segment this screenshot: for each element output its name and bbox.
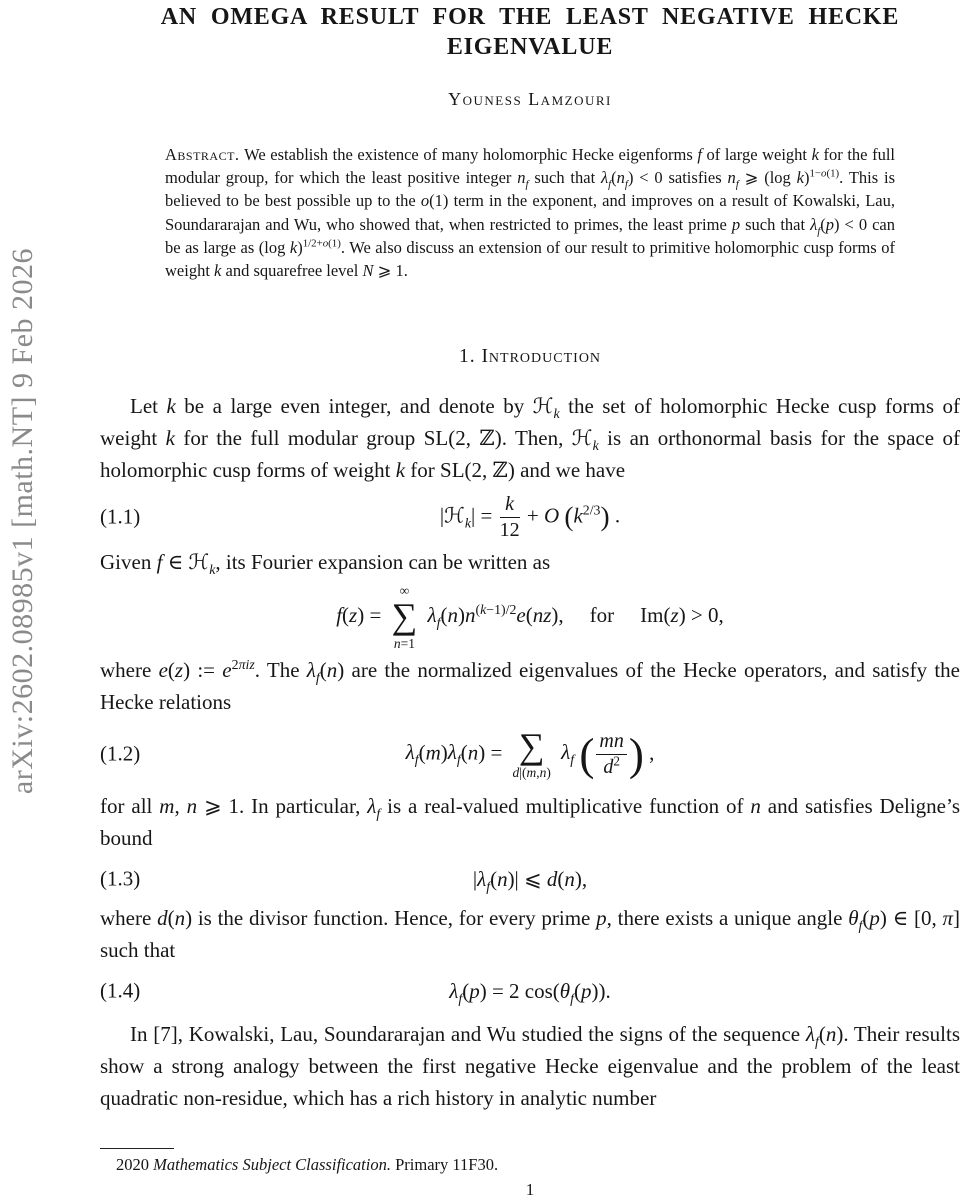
equation-1-3-tag: (1.3) <box>100 866 141 891</box>
paper-title-line2: EIGENVALUE <box>446 34 614 60</box>
footnote-msc: 2020 Mathematics Subject Classification. Primary 11F30. <box>116 1155 499 1174</box>
paragraph-given-f: Given f ∈ ℋ$_k$, its Fourier expansion can be written as <box>100 550 551 578</box>
equation-1-1-tag: (1.1) <box>100 504 141 529</box>
paragraph-for-all-mn: for all m, n ⩾ 1. In particular, $\lambda_f$ is a real-valued multiplicative function of n and satisfies Deligne’s bound <box>100 794 961 851</box>
equation-fourier-expansion <box>100 580 960 654</box>
equation-1-3 <box>100 856 960 902</box>
paragraph-kowalski: In [7], Kowalski, Lau, Soundararajan and Wu studied the signs of the sequence $\lambda_f(n)$. Their results show a strong analogy between the first negative Hecke eigenvalue and the problem of the least quadratic non-residue, which has a rich history in analytic number <box>100 1022 960 1111</box>
paragraph-where-ez: where e(z) := $e^{2\pi iz}$. The $\lambda_f(n)$ are the normalized eigenvalues of the Hecke operators, and satisfy the Hecke relations <box>100 657 960 715</box>
equation-1-4-content: $\lambda_f(p) = 2$ $\cos(\theta_f(p))$. <box>449 978 611 1006</box>
paragraph-intro: Let k be a large even integer, and denote by ℋ$_k$ the set of holomorphic Hecke cusp forms of weight k for the full modular group SL(2, ℤ). Then, ℋ$_k$ is an orthonormal basis for the space of holomorphic cusp forms of weight k for SL(2, ℤ) and we have <box>100 394 961 483</box>
equation-1-1 <box>100 488 960 546</box>
equation-1-3-content: $|\lambda_f(n)|$ ⩽ d(n), <box>472 866 588 894</box>
footnote-rule <box>100 1148 174 1149</box>
abstract-label: Abstract. <box>165 145 240 164</box>
page-footer <box>100 1148 960 1200</box>
equation-1-2-content: $\lambda_f(m)\lambda_f(n)$ = ∑ d|(m,n) $\lambda_f$ ( $\frac{mn}{d^2}$ ) , <box>405 725 655 781</box>
author-name: Youness Lamzouri <box>448 89 612 109</box>
arxiv-watermark: arXiv:2602.08985v1 [math.NT] 9 Feb 2026 <box>6 247 39 795</box>
equation-1-2-tag: (1.2) <box>100 741 141 766</box>
equation-1-4 <box>100 968 960 1014</box>
abstract-body: We establish the existence of many holomorphic Hecke eigenforms f of large weight k for the full modular group, for which the least positive integer $n_f$ such that $\lambda_f(n_f) < 0$ satisfies $n_f$ ⩾ (log k)$^{1-o(1)}$. This is believed to be best possible up to the o(1) term in the exponent, and improves on a result of Kowalski, Lau, Soundararajan and Wu, who showed that, when restricted to primes, the least prime p such that $\lambda_f(p) < 0$ can be as large as (log k)$^{1/2+o(1)}$. We also discuss an extension of our result to primitive holomorphic cusp forms of weight k and squarefree level N ⩾ 1. <box>165 145 896 281</box>
paper-title <box>100 2 960 62</box>
section-heading: 1. Introduction <box>458 346 602 368</box>
paper-title-line1: AN OMEGA RESULT FOR THE LEAST NEGATIVE HECKE <box>160 4 900 30</box>
equation-1-2 <box>100 718 960 790</box>
abstract <box>165 143 895 282</box>
equation-1-1-content: |ℋ$_k$| = $\frac{k}{12}$ + O $(k^{2/3})$ . <box>439 492 621 541</box>
equation-fourier-content: f(z) = ∞ ∑ n=1 $\lambda_f(n)n^{(k-1)/2}e(nz)$, for Im(z) > 0, <box>336 582 724 652</box>
page-number: 1 <box>525 1180 535 1199</box>
paper-content <box>100 0 960 1114</box>
paragraph-where-dn: where d(n) is the divisor function. Hence, for every prime p, there exists a unique angle $\theta_f(p)$ ∈ [0, π] such that <box>100 906 960 963</box>
equation-1-4-tag: (1.4) <box>100 978 141 1003</box>
